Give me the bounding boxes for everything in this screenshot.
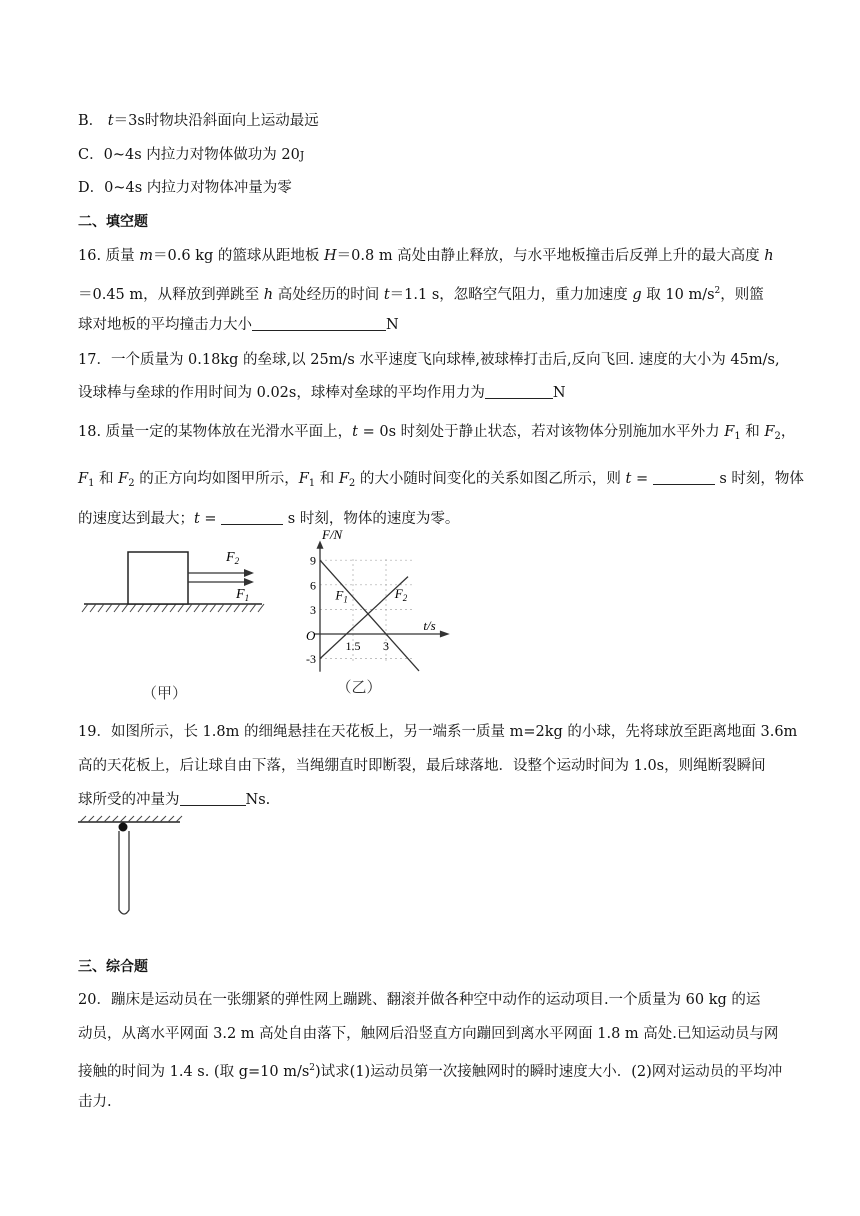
series-label-f2: $F_2$ xyxy=(394,585,408,603)
question-16-line-3: 球对地板的平均撞击力大小 N xyxy=(78,317,399,333)
label-f2: $F_2$ xyxy=(226,550,240,566)
x-tick-label: 3 xyxy=(383,639,389,653)
origin-label: O xyxy=(306,628,316,643)
label-f1: $F_1$ xyxy=(236,587,250,603)
question-17-line-2: 设球棒与垒球的作用时间为 0.02s，球棒对垒球的平均作用力为 N xyxy=(78,385,566,401)
block xyxy=(128,552,188,604)
answer-blank-17[interactable] xyxy=(485,384,553,399)
series-line-f1 xyxy=(320,560,419,671)
question-19-line-3: 球所受的冲量为 Ns. xyxy=(78,792,271,808)
question-18-line-1: 18. 质量一定的某物体放在光滑水平面上，t = 0s 时刻处于静止状态，若对该物体分别施加水平外力 $F_1$ 和 $F_2$， xyxy=(78,424,796,442)
ground-hatching xyxy=(82,604,264,612)
question-18-line-2: $F_1$ 和 $F_2$ 的正方向均如图甲所示，$F_1$ 和 $F_2$ 的大小随时间变化的关系如图乙所示，则 t = s 时刻，物体 xyxy=(78,471,804,489)
question-20-line-1: 20．蹦床是运动员在一张绷紧的弹性网上蹦跳、翻滚并做各种空中动作的运动项目.一个质量为 60 kg 的运 xyxy=(78,992,761,1008)
figure-jia xyxy=(80,540,270,705)
x-axis-arrow xyxy=(440,631,450,638)
section-title-fill-in: 二、填空题 xyxy=(78,214,148,230)
y-tick-label: 9 xyxy=(310,553,316,568)
answer-blank-19[interactable] xyxy=(180,791,246,806)
caption-yi: （乙） xyxy=(336,680,382,696)
question-19-line-2: 高的天花板上，后让球自由下落，当绳绷直时即断裂，最后球落地．设整个运动时间为 1.0s，则绳断裂瞬间 xyxy=(78,758,766,774)
ball xyxy=(119,823,128,832)
figure-yi-chart xyxy=(276,526,456,700)
question-18-line-3: 的速度达到最大；t = s 时刻，物体的速度为零。 xyxy=(78,511,460,527)
answer-blank-16[interactable] xyxy=(252,316,386,331)
y-tick-label: 6 xyxy=(310,578,316,593)
rope xyxy=(119,831,129,914)
option-c: C．0~4s 内拉力对物体做功为 20J xyxy=(78,147,305,163)
figure-rope-ball xyxy=(76,814,186,924)
question-16-line-2: ＝0.45 m，从释放到弹跳至 h 高处经历的时间 t＝1.1 s，忽略空气阻力，重力加速度 g 取 10 $m/s^2$，则篮 xyxy=(78,286,764,303)
series-label-f1: $F_1$ xyxy=(335,587,348,605)
y-tick-label: -3 xyxy=(306,652,316,667)
x-tick-label: 1.5 xyxy=(345,639,361,653)
question-16-line-1: 16. 质量 m＝0.6 kg 的篮球从距地板 H＝0.8 m 高处由静止释放，与水平地板撞击后反弹上升的最大高度 h xyxy=(78,248,774,264)
question-19-line-1: 19．如图所示，长 1.8m 的细绳悬挂在天花板上，另一端系一质量 m=2kg 的小球，先将球放至距离地面 3.6m xyxy=(78,724,798,740)
question-20-line-4: 击力. xyxy=(78,1094,112,1110)
question-20-line-2: 动员，从离水平网面 3.2 m 高处自由落下，触网后沿竖直方向蹦回到离水平网面 1.8 m 高处.已知运动员与网 xyxy=(78,1026,779,1042)
y-axis-label: F/N xyxy=(322,526,343,542)
caption-jia: （甲） xyxy=(142,686,188,702)
y-tick-label: 3 xyxy=(310,602,316,617)
ceiling-hatching xyxy=(80,816,182,822)
option-b: B． t＝3s时物块沿斜面向上运动最远 xyxy=(78,113,319,129)
option-d: D．0~4s 内拉力对物体冲量为零 xyxy=(78,180,292,196)
section-title-comprehensive: 三、综合题 xyxy=(78,959,148,975)
question-20-line-3: 接触的时间为 1.4 s. (取 g=10 $m/s^2$)试求(1)运动员第一次接触网时的瞬时速度大小．(2)网对运动员的平均冲 xyxy=(78,1063,783,1080)
answer-blank-18a[interactable] xyxy=(653,470,715,485)
answer-blank-18b[interactable] xyxy=(221,510,283,525)
x-axis-label: t/s xyxy=(423,618,436,633)
question-17-line-1: 17．一个质量为 0.18kg 的垒球,以 25m/s 水平速度飞向球棒,被球棒打击后,反向飞回. 速度的大小为 45m/s, xyxy=(78,352,780,368)
